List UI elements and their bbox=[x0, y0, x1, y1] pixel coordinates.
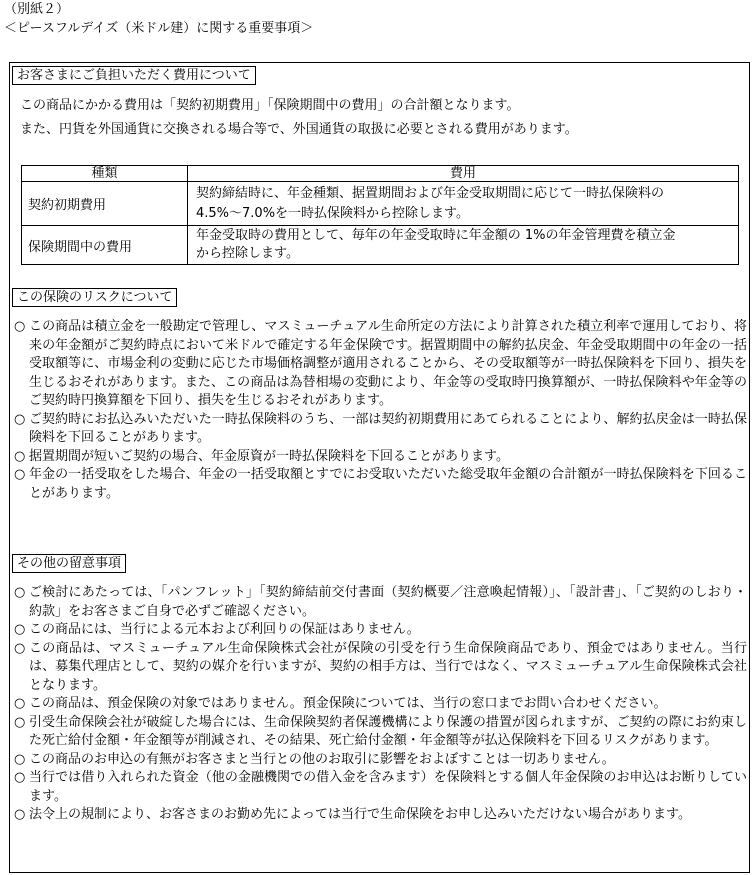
list-item bbox=[14, 318, 747, 411]
list-item bbox=[14, 584, 747, 621]
fees-table-cost-line: 契約締結時に、年金種類、据置期間および年金受取期間に応じて一時払保険料の bbox=[196, 185, 665, 201]
list-item bbox=[14, 621, 747, 640]
other-item-text: この商品は、預金保険の対象ではありません。預金保険については、当行の窓口までお問い合わせください。 bbox=[29, 696, 667, 711]
list-item bbox=[14, 769, 747, 806]
other-item-text: この商品のお申込の有無がお客さまと当行との他のお取引に影響をおよぼすことは一切ありません。 bbox=[29, 751, 615, 767]
document-title: ＜ピースフルデイズ（米ドル建）に関する重要事項＞ bbox=[4, 21, 314, 36]
list-item bbox=[14, 751, 747, 770]
table-row bbox=[22, 182, 739, 226]
bullet-circle-icon: ○ bbox=[14, 696, 26, 711]
attachment-label: （別紙２） bbox=[4, 2, 70, 17]
fees-table bbox=[21, 165, 739, 265]
other-bullet-list bbox=[14, 584, 747, 825]
other-item-text: 法令上の規制により、お客さまのお勤め先によっては当行で生命保険をお申し込みいただけない場合があります。 bbox=[29, 807, 691, 822]
other-item-text: この商品には、当行による元本および利回りの保証はありません。 bbox=[29, 622, 420, 637]
fees-intro-line-2: また、円貨を外国通貨に交換される場合等で、外国通貨の取扱に必要とされる費用があります。 bbox=[20, 122, 578, 137]
list-item bbox=[14, 411, 747, 448]
other-item-text: 引受生命保険会社が破綻した場合には、生命保険契約者保護機構により保護の措置が図られますが、ご契約の際にお約束した死亡給付金額・年金額等が削減され、その結果、死亡給付金額・年金額等が払込保険料を下回るリスクがあります。 bbox=[29, 714, 747, 748]
fees-table-cost-line: 年金受取時の費用として、毎年の年金受取時に年金額の 1%の年金管理費を積立金 bbox=[196, 228, 676, 243]
bullet-circle-icon: ○ bbox=[14, 448, 26, 464]
risk-item-text: 据置期間が短いご契約の場合、年金原資が一時払保険料を下回ることがあります。 bbox=[29, 448, 509, 464]
bullet-circle-icon: ○ bbox=[14, 622, 26, 637]
list-item bbox=[14, 448, 747, 467]
risk-item-text: 年金の一括受取をした場合、年金の一括受取額とすでにお受取いただいた総受取年金額の合計額が一時払保険料を下回ることがあります。 bbox=[29, 467, 747, 501]
bullet-circle-icon: ○ bbox=[14, 585, 26, 600]
fees-table-kind-cell: 保険期間中の費用 bbox=[22, 226, 188, 265]
other-section-heading: その他の留意事項 bbox=[12, 554, 126, 573]
list-item bbox=[14, 806, 747, 825]
bullet-circle-icon: ○ bbox=[14, 411, 26, 427]
fees-table-header-kind: 種類 bbox=[22, 166, 188, 182]
fees-section-heading: お客さまにご負担いただく費用について bbox=[12, 66, 256, 85]
bullet-circle-icon: ○ bbox=[14, 640, 26, 656]
bullet-circle-icon: ○ bbox=[14, 319, 26, 334]
bullet-circle-icon: ○ bbox=[14, 807, 26, 822]
table-row bbox=[22, 226, 739, 265]
fees-intro-line-1: この商品にかかる費用は「契約初期費用」「保険期間中の費用」の合計額となります。 bbox=[20, 98, 520, 113]
risk-item-text: ご契約時にお払込みいただいた一時払保険料のうち、一部は契約初期費用にあてられることにより、解約払戻金は一時払保険料を下回ることがあります。 bbox=[29, 411, 747, 445]
fees-table-cost-cell bbox=[188, 226, 739, 265]
list-item bbox=[14, 714, 747, 751]
bullet-circle-icon: ○ bbox=[14, 714, 26, 730]
bullet-circle-icon: ○ bbox=[14, 751, 26, 767]
fees-table-cost-line: から控除します。 bbox=[196, 246, 299, 261]
list-item bbox=[14, 640, 747, 696]
bullet-circle-icon: ○ bbox=[14, 467, 26, 482]
risk-item-text: この商品は積立金を一般勘定で管理し、マスミューチュアル生命所定の方法により計算された積立利率で運用しており、将来の年金額がご契約時点において米ドルで確定する年金保険です。据置期間中の解約払戻金、年金受取期間中の年金の一括受取額等に、市場金利の変動に応じた市場価格調整が適用されることから、その受取額等が一時払保険料を下回り、損失を生じるおそれがあります。また、この商品は為替相場の変動により、年金等の受取時円換算額が、一時払保険料や年金等のご契約時円換算額を下回り、損失を生じるおそれがあります。 bbox=[29, 319, 747, 408]
other-item-text: 当行では借り入れられた資金（他の金融機関での借入金を含みます）を保険料とする個人年金保険のお申込はお断りしています。 bbox=[29, 770, 747, 804]
other-item-text: ご検討にあたっては、「パンフレット」「契約締結前交付書面（契約概要／注意喚起情報）」、「設計書」、「ご契約のしおり・約款」をお客さまご自身で必ずご確認ください。 bbox=[29, 585, 747, 619]
other-item-text: この商品は、マスミューチュアル生命保険株式会社が保険の引受を行う生命保険商品であり、預金ではありません。当行は、募集代理店として、契約の媒介を行いますが、契約の相手方は、当行ではなく、マスミューチュアル生命保険株式会社となります。 bbox=[29, 640, 747, 693]
fees-table-header-cost: 費用 bbox=[188, 166, 739, 182]
risk-bullet-list bbox=[14, 318, 747, 503]
fees-table-kind-cell: 契約初期費用 bbox=[22, 182, 188, 226]
list-item bbox=[14, 695, 747, 714]
fees-table-header-row bbox=[22, 166, 739, 182]
bullet-circle-icon: ○ bbox=[14, 770, 26, 785]
fees-table-cost-cell bbox=[188, 182, 739, 226]
list-item bbox=[14, 466, 747, 503]
fees-table-cost-line: 4.5%～7.0%を一時払保険料から控除します。 bbox=[196, 205, 470, 221]
risk-section-heading: この保険のリスクについて bbox=[12, 288, 177, 307]
